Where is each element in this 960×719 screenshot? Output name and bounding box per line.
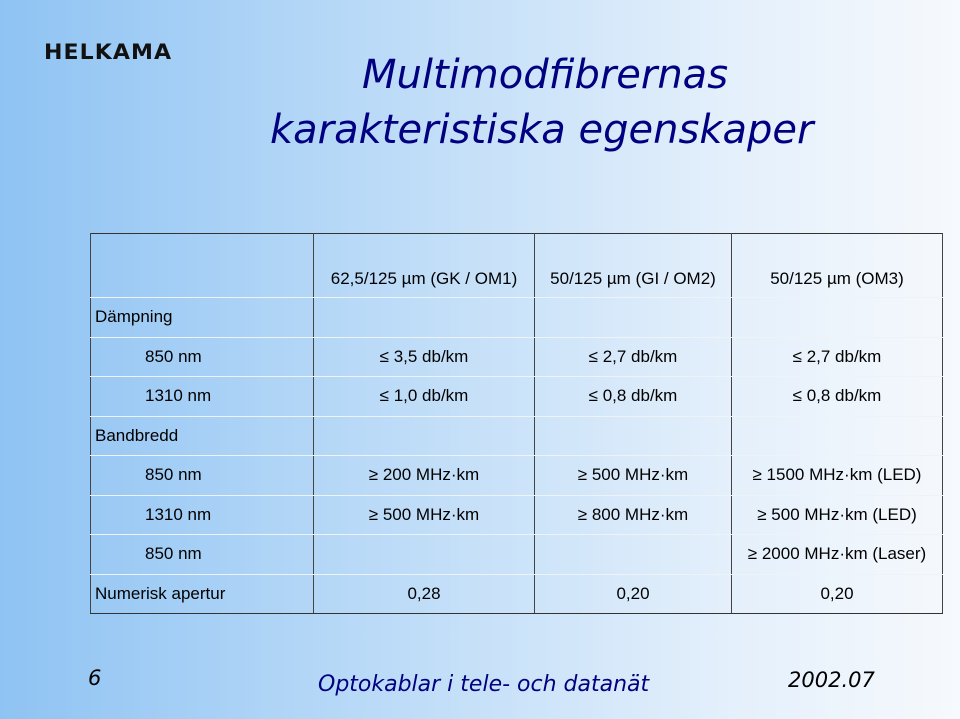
table-cell: [535, 535, 732, 575]
row-label: Dämpning: [91, 298, 314, 338]
footer-title: Optokablar i tele- och datanät: [318, 672, 650, 697]
table-cell: ≤ 2,7 db/km: [535, 337, 732, 377]
table-cell: ≥ 500 MHz·km: [535, 456, 732, 496]
table-cell: [732, 416, 943, 456]
table-header-row: [91, 234, 943, 298]
table-cell: 0,28: [314, 574, 535, 614]
table-row: [91, 337, 943, 377]
table-cell: [314, 535, 535, 575]
table-cell: ≥ 500 MHz·km: [314, 495, 535, 535]
table-header-cell: 50/125 µm (OM3): [732, 234, 943, 298]
table-cell: [314, 298, 535, 338]
row-label: 1310 nm: [91, 377, 314, 417]
helkama-logo: HELKAMA: [44, 40, 173, 64]
table-cell: ≥ 2000 MHz·km (Laser): [732, 535, 943, 575]
slide-title-line-2: karakteristiska egenskaper: [270, 107, 814, 153]
table-cell: ≤ 1,0 db/km: [314, 377, 535, 417]
row-label: 1310 nm: [91, 495, 314, 535]
table-cell: ≥ 800 MHz·km: [535, 495, 732, 535]
footer-date: 2002.07: [788, 668, 875, 692]
table-cell: ≤ 2,7 db/km: [732, 337, 943, 377]
table-header-cell: 62,5/125 µm (GK / OM1): [314, 234, 535, 298]
table-cell: [732, 298, 943, 338]
fiber-spec-table: [90, 233, 943, 614]
table-cell: ≥ 500 MHz·km (LED): [732, 495, 943, 535]
row-label: 850 nm: [91, 456, 314, 496]
table-cell: ≤ 3,5 db/km: [314, 337, 535, 377]
table-cell: ≥ 200 MHz·km: [314, 456, 535, 496]
table-cell: ≤ 0,8 db/km: [535, 377, 732, 417]
table-row: [91, 298, 943, 338]
slide-title: [270, 48, 930, 158]
table-header-cell: 50/125 µm (GI / OM2): [535, 234, 732, 298]
table-cell: ≥ 1500 MHz·km (LED): [732, 456, 943, 496]
table-row: [91, 377, 943, 417]
table-cell: [535, 298, 732, 338]
table-row: [91, 416, 943, 456]
row-label: Bandbredd: [91, 416, 314, 456]
table-cell: ≤ 0,8 db/km: [732, 377, 943, 417]
table-cell: [314, 416, 535, 456]
table-row: [91, 456, 943, 496]
page-number: 6: [88, 666, 102, 690]
slide-title-line-1: Multimodfibrernas: [362, 52, 729, 98]
table-cell: [535, 416, 732, 456]
table-cell: 0,20: [732, 574, 943, 614]
table-row: [91, 495, 943, 535]
table-row: [91, 574, 943, 614]
table-cell: 0,20: [535, 574, 732, 614]
row-label: Numerisk apertur: [91, 574, 314, 614]
table-row: [91, 535, 943, 575]
row-label: 850 nm: [91, 535, 314, 575]
row-label: 850 nm: [91, 337, 314, 377]
table-header-cell: [91, 234, 314, 298]
